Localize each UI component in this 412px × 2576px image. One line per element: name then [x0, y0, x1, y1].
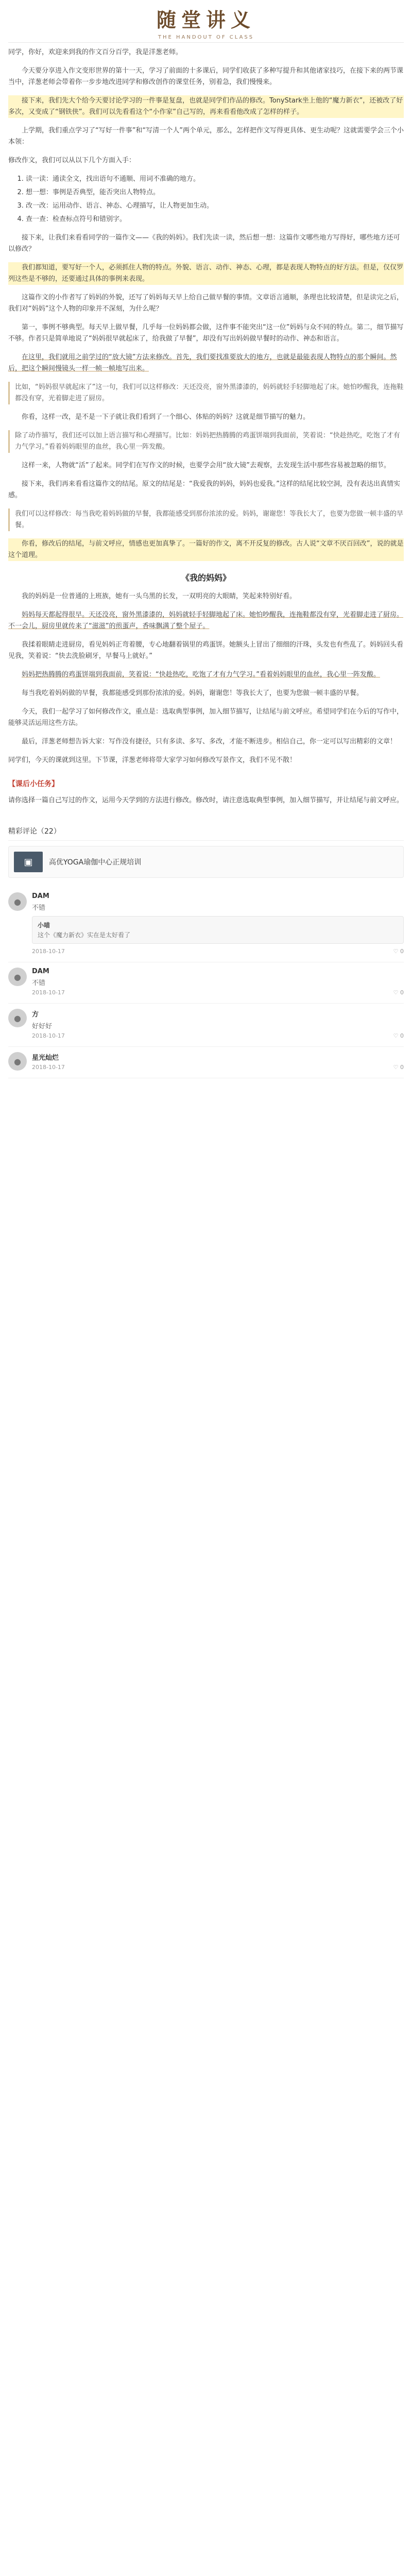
ad-image-icon: ▣ — [14, 852, 43, 872]
comment-time: 2018-10-17 — [32, 948, 65, 955]
essay-paragraph: 我揉着眼睛走进厨房，看见妈妈正弯着腰，专心地翻着锅里的鸡蛋饼。她额头上冒出了细细的汗珠，头发也有些乱了。妈妈回头看见我，笑着说：“快去洗脸刷牙，早餐马上就好。” — [8, 641, 404, 660]
like-count: 0 — [400, 1032, 404, 1039]
article-quote: 除了动作描写，我们还可以加上语言描写和心理描写。比如：妈妈把热腾腾的鸡蛋饼端到我面前，笑着说：“快趁热吃，吃饱了才有力气学习。”看着妈妈眼里的血丝，我心里一阵发酸。 — [8, 430, 404, 453]
comment-text: 不错 — [32, 979, 46, 987]
ad-text: 高优YOGA瑜伽中心正规培训 — [49, 858, 142, 867]
article-paragraph: 这篇作文的小作者写了妈妈的外貌，还写了妈妈每天早上给自己做早餐的事情。文章语言通顺，条理也比较清楚，但是读完之后，我们对“妈妈”这个人物的印象并不深刻，为什么呢？ — [8, 294, 404, 313]
comment-author: DAM — [32, 892, 49, 900]
like-button[interactable]: ♡ 0 — [393, 989, 404, 996]
essay-title: 《我的妈妈》 — [181, 573, 231, 583]
article-quote: 我们可以这样修改：每当我吃着妈妈做的早餐，我都能感受到那份浓浓的爱。妈妈，谢谢您！等我长大了，也要为您做一顿丰盛的早餐。 — [8, 509, 404, 531]
article-paragraph: 接下来，我们先大个给今天要讨论学习的一件事是复盘，也就是同学们作品的修改。TonyStark坐上他的“魔力新衣”，还被改了好多次，又变成了“钢铁侠”。我们可以先看看这个“小作家”自己写的，再来看看他改成了怎样的样子。 — [8, 95, 404, 118]
like-count: 0 — [400, 989, 404, 996]
essay-paragraph: 我的妈妈是一位普通的上班族，她有一头乌黑的长发，一双明亮的大眼睛，笑起来特别好看。 — [22, 592, 297, 600]
tip-item: 3. 改一改：运用动作、语言、神态、心理描写，让人物更加生动。 — [26, 200, 404, 212]
comment-author: DAM — [32, 968, 49, 975]
comment-time: 2018-10-17 — [32, 1064, 65, 1071]
article-paragraph: 今天要分享进入作文变形世界的第十一天，学习了前面的十多课后，同学们收获了多种写提升和其他诸家技巧，在接下来的两节课当中，洋葱老师会带着你一步步地改进同学和修改创作的课堂任务，别着急，我们慢慢来。 — [8, 67, 404, 86]
ad-card[interactable] — [8, 846, 404, 878]
homework-title: 【课后小任务】 — [8, 780, 59, 788]
comment-time: 2018-10-17 — [32, 989, 65, 996]
article-quote: 比如，“妈妈很早就起床了”这一句，我们可以这样修改：天还没亮，窗外黑漆漆的，妈妈就轻手轻脚地起了床。她怕吵醒我，连拖鞋都没有穿，光着脚走进了厨房。 — [8, 382, 404, 404]
essay-paragraph: 妈妈把热腾腾的鸡蛋饼端到我面前，笑着说：“快趁热吃，吃饱了才有力气学习。”看着妈妈眼里的血丝，我心里一阵发酸。 — [22, 671, 380, 679]
like-count: 0 — [400, 1064, 404, 1071]
like-button[interactable]: ♡ 0 — [393, 948, 404, 955]
article-paragraph: 第一，事例不够典型。每天早上做早餐，几乎每一位妈妈都会做，这件事不能突出“这一位”妈妈与众不同的特点。第二，细节描写不够。作者只是简单地说了“妈妈很早就起床了，给我做了早餐”，却没有写出妈妈做早餐时的动作、神态和语言。 — [8, 324, 404, 343]
homework-body: 请你选择一篇自己写过的作文，运用今天学到的方法进行修改。修改时，请注意选取典型事例，加入细节描写，并让结尾与前文呼应。 — [8, 796, 404, 804]
essay-paragraph: 每当我吃着妈妈做的早餐，我都能感受到那份浓浓的爱。妈妈，谢谢您！等我长大了，也要为您做一顿丰盛的早餐。 — [22, 689, 364, 697]
avatar[interactable]: ● — [8, 892, 27, 911]
article-paragraph: 同学，你好，欢迎来到我的作文百分百学，我是洋葱老师。 — [8, 48, 183, 56]
like-button[interactable]: ♡ 0 — [393, 1064, 404, 1071]
comment-author: 星光灿烂 — [32, 1054, 59, 1062]
comment-time: 2018-10-17 — [32, 1032, 65, 1039]
page — [0, 2, 412, 2576]
comments-header: 精彩评论（22） — [8, 822, 404, 841]
reply-box — [32, 916, 404, 944]
header-banner — [8, 2, 404, 43]
article-paragraph: 最后，洋葱老师想告诉大家：写作没有捷径，只有多读、多写、多改，才能不断进步。相信自己，你一定可以写出精彩的文章！ — [22, 738, 397, 745]
article-paragraph: 今天，我们一起学习了如何修改作文，重点是：选取典型事例，加入细节描写，让结尾与前文呼应。希望同学们在今后的写作中，能够灵活运用这些方法。 — [8, 708, 404, 727]
comment-item — [8, 1047, 404, 1078]
tip-item: 2. 想一想：事例是否典型，能否突出人物特点。 — [26, 187, 404, 198]
page-title: 随堂讲义 — [156, 8, 255, 31]
tip-item: 4. 查一查：检查标点符号和错别字。 — [26, 214, 404, 225]
article-paragraph: 接下来，我们再来看看这篇作文的结尾。原文的结尾是：“我爱我的妈妈，妈妈也爱我。”这样的结尾比较空洞，没有表达出真情实感。 — [8, 480, 400, 499]
reply-text: 这个《魔力新衣》实在是太好看了 — [38, 931, 131, 939]
tip-item: 1. 读一读：通读全文，找出语句不通顺、用词不准确的地方。 — [26, 174, 404, 185]
comment-item — [8, 962, 404, 1004]
like-count: 0 — [400, 948, 404, 955]
avatar[interactable]: ● — [8, 1009, 27, 1027]
essay-paragraph: 妈妈每天都起得很早。天还没亮，窗外黑漆漆的，妈妈就轻手轻脚地起了床。她怕吵醒我，连拖鞋都没有穿，光着脚走进了厨房。不一会儿，厨房里就传来了“滋滋”的煎蛋声，香味飘满了整个屋子。 — [8, 611, 404, 630]
comment-item — [8, 887, 404, 962]
comment-text: 不错 — [32, 904, 46, 912]
article-paragraph: 你看，这样一改，是不是一下子就让我们看到了一个细心、体贴的妈妈？这就是细节描写的魅力。 — [22, 413, 310, 421]
avatar[interactable]: ● — [8, 968, 27, 986]
comment-text: 好好好 — [32, 1023, 53, 1030]
closing-paragraph: 同学们，今天的课就到这里。下节课，洋葱老师将带大家学习如何修改写景作文，我们不见不散！ — [8, 756, 297, 764]
like-button[interactable]: ♡ 0 — [393, 1032, 404, 1039]
article-paragraph: 上学期，我们重点学习了“写好一件事”和“写清一个人”两个单元，那么，怎样把作文写得更具体、更生动呢？这就需要学会三个小本领： — [8, 127, 404, 146]
article-body — [8, 47, 404, 766]
article-paragraph: 这样一来，人物就“活”了起来。同学们在写作文的时候，也要学会用“放大镜”去观察，去发现生活中那些容易被忽略的细节。 — [22, 462, 390, 469]
tips-list — [8, 174, 404, 225]
comment-author: 方 — [32, 1011, 39, 1019]
page-subtitle: THE HANDOUT OF CLASS — [158, 35, 254, 40]
article-paragraph: 在这里，我们就用之前学过的“放大镜”方法来修改。首先，我们要找准要放大的地方，也就是最能表现人物特点的那个瞬间。然后，把这个瞬间慢镜头一样一帧一帧地写出来。 — [8, 353, 397, 372]
tips-intro: 修改作文，我们可以从以下几个方面入手： — [8, 157, 136, 164]
reply-author: 小喵 — [38, 922, 50, 929]
article-paragraph: 接下来，让我们来看看同学的一篇作文——《我的妈妈》。我们先读一读，然后想一想：这篇作文哪些地方写得好，哪些地方还可以修改？ — [8, 234, 400, 253]
comment-item — [8, 1004, 404, 1047]
avatar[interactable]: ● — [8, 1052, 27, 1071]
article-paragraph: 你看，修改后的结尾，与前文呼应，情感也更加真挚了。一篇好的作文，离不开反复的修改。古人说“文章不厌百回改”，说的就是这个道理。 — [8, 538, 404, 561]
article-paragraph: 我们都知道，要写好一个人，必须抓住人物的特点。外貌、语言、动作、神态、心理，都是表现人物特点的好方法。但是，仅仅罗列这些是不够的，还要通过具体的事例来表现。 — [8, 262, 404, 285]
